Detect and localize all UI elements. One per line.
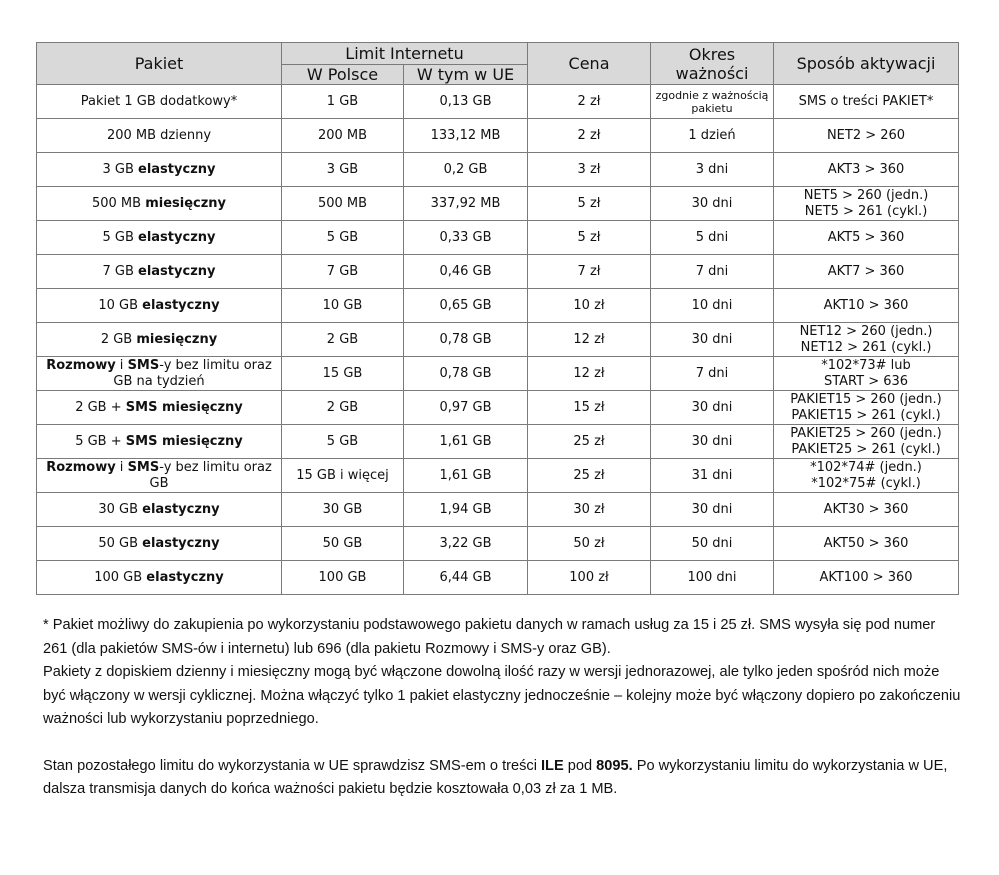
text-run: elastyczny [142, 535, 220, 551]
header-okres: Okres ważności [651, 43, 774, 85]
activation-line: NET2 > 260 [826, 127, 906, 143]
text-run: 10 GB [98, 297, 143, 313]
cell-limit-pl: 15 GB [282, 357, 404, 391]
cell-validity: 5 dni [651, 221, 774, 255]
cell-activation [774, 153, 959, 187]
cell-activation [774, 119, 959, 153]
cell-price: 50 zł [528, 527, 651, 561]
text-run: 2 GB + [75, 399, 126, 415]
activation-line: *102*74# (jedn.) [810, 459, 922, 475]
text-run: elastyczny [138, 229, 216, 245]
activation-line: AKT30 > 360 [823, 501, 909, 517]
cell-price: 7 zł [528, 255, 651, 289]
cell-price: 25 zł [528, 425, 651, 459]
text-run: SMS [127, 357, 160, 373]
cell-limit-ue: 0,65 GB [404, 289, 528, 323]
activation-line: PAKIET15 > 261 (cykl.) [791, 407, 941, 423]
cell-price: 30 zł [528, 493, 651, 527]
cell-price: 5 zł [528, 187, 651, 221]
cell-package-name [37, 153, 282, 187]
cell-price: 12 zł [528, 357, 651, 391]
cell-price: 12 zł [528, 323, 651, 357]
activation-line: NET5 > 260 (jedn.) [803, 187, 929, 203]
header-pakiet: Pakiet [37, 43, 282, 85]
cell-limit-ue: 133,12 MB [404, 119, 528, 153]
text-run: elastyczny [142, 297, 220, 313]
text-run: 7 GB [102, 263, 139, 279]
text-run: elastyczny [138, 263, 216, 279]
activation-line: AKT7 > 360 [827, 263, 905, 279]
text-run: 50 GB [98, 535, 143, 551]
cell-validity: 30 dni [651, 391, 774, 425]
activation-line: AKT10 > 360 [823, 297, 909, 313]
header-cena: Cena [528, 43, 651, 85]
cell-package-name [37, 187, 282, 221]
activation-line: AKT3 > 360 [827, 161, 905, 177]
cell-limit-pl: 50 GB [282, 527, 404, 561]
cell-limit-ue: 0,13 GB [404, 85, 528, 119]
cell-activation [774, 561, 959, 595]
activation-line: NET12 > 261 (cykl.) [800, 339, 932, 355]
cell-limit-pl: 500 MB [282, 187, 404, 221]
cell-activation [774, 493, 959, 527]
table-row [37, 391, 959, 425]
cell-package-name [37, 221, 282, 255]
table-row [37, 187, 959, 221]
footnote-asterisk: * Pakiet możliwy do zakupienia po wykorzystaniu podstawowego pakietu danych w ramach usług za 15 i 25 zł. SMS wysyła się pod numer 261 (dla pakietów SMS-ów i internetu) lub 696 (dla pakietu Rozmowy i SMS-y oraz GB). [43, 617, 936, 657]
cell-activation [774, 85, 959, 119]
cell-activation [774, 391, 959, 425]
cell-limit-ue: 0,33 GB [404, 221, 528, 255]
cell-activation [774, 221, 959, 255]
cell-price: 25 zł [528, 459, 651, 493]
text-run: elastyczny [138, 161, 216, 177]
text-run: SMS [127, 459, 160, 475]
activation-line: AKT50 > 360 [823, 535, 909, 551]
cell-validity: 10 dni [651, 289, 774, 323]
text-run: Pakiet 1 GB dodatkowy* [80, 93, 238, 109]
cell-limit-ue: 3,22 GB [404, 527, 528, 561]
cell-price: 2 zł [528, 85, 651, 119]
text-run: Rozmowy [46, 459, 116, 475]
cell-activation [774, 527, 959, 561]
header-w-polsce: W Polsce [282, 65, 404, 85]
activation-line: START > 636 [823, 373, 909, 389]
footnote-eu-limit [43, 755, 963, 802]
cell-limit-ue: 337,92 MB [404, 187, 528, 221]
cell-activation [774, 425, 959, 459]
cell-limit-ue: 0,78 GB [404, 357, 528, 391]
activation-line: NET12 > 260 (jedn.) [799, 323, 933, 339]
text-run: elastyczny [142, 501, 220, 517]
activation-line: AKT100 > 360 [819, 569, 913, 585]
activation-line: NET5 > 261 (cykl.) [804, 203, 928, 219]
header-w-ue: W tym w UE [404, 65, 528, 85]
cell-limit-pl: 100 GB [282, 561, 404, 595]
cell-limit-pl: 2 GB [282, 323, 404, 357]
cell-price: 5 zł [528, 221, 651, 255]
text-run: elastyczny [146, 569, 224, 585]
text-run: 2 GB [100, 331, 137, 347]
activation-line: PAKIET25 > 260 (jedn.) [790, 425, 942, 441]
cell-package-name [37, 391, 282, 425]
table-row [37, 119, 959, 153]
activation-line: PAKIET25 > 261 (cykl.) [791, 441, 941, 457]
cell-activation [774, 323, 959, 357]
text-run: Rozmowy [46, 357, 116, 373]
table-row [37, 289, 959, 323]
cell-package-name [37, 255, 282, 289]
cell-limit-ue: 1,61 GB [404, 459, 528, 493]
text-run: 3 GB [102, 161, 139, 177]
text-run: 5 GB + [75, 433, 126, 449]
text-run: 8095. [596, 757, 633, 774]
cell-limit-pl: 30 GB [282, 493, 404, 527]
cell-limit-ue: 0,46 GB [404, 255, 528, 289]
text-run: SMS miesięczny [125, 399, 243, 415]
cell-limit-pl: 3 GB [282, 153, 404, 187]
text-run: miesięczny [145, 195, 227, 211]
text-run: i [115, 459, 128, 475]
cell-package-name [37, 323, 282, 357]
cell-activation [774, 187, 959, 221]
cell-limit-pl: 5 GB [282, 425, 404, 459]
table-row [37, 493, 959, 527]
cell-package-name [37, 527, 282, 561]
cell-package-name [37, 85, 282, 119]
cell-limit-pl: 200 MB [282, 119, 404, 153]
cell-limit-ue: 1,61 GB [404, 425, 528, 459]
text-run: -y bez limitu oraz GB [149, 459, 272, 491]
cell-limit-pl: 7 GB [282, 255, 404, 289]
cell-validity: 31 dni [651, 459, 774, 493]
cell-activation [774, 357, 959, 391]
table-row [37, 255, 959, 289]
text-run: Po wykorzystaniu limitu do wykorzystania w UE, dalsza transmisja danych do końca ważności pakietu będzie kosztowała 0,03 zł za 1 MB. [43, 757, 948, 797]
activation-line: *102*73# lub [821, 357, 911, 373]
cell-validity: 30 dni [651, 493, 774, 527]
footnote-packages: Pakiety z dopiskiem dzienny i miesięczny mogą być włączone dowolną ilość razy w wersji jednorazowej, ale tylko jeden spośród nich może być włączony w wersji cyklicznej. Można włączyć tylko 1 pakiet elastyczny jednocześnie – kolejny może być włączony dopiero po zakończeniu ważności lub wykorzystaniu poprzedniego. [43, 664, 961, 727]
cell-package-name [37, 459, 282, 493]
table-row [37, 561, 959, 595]
table-row [37, 425, 959, 459]
cell-limit-ue: 0,97 GB [404, 391, 528, 425]
cell-limit-pl: 2 GB [282, 391, 404, 425]
text-run: 500 MB [91, 195, 146, 211]
text-run: i [115, 357, 128, 373]
cell-activation [774, 289, 959, 323]
cell-price: 2 zł [528, 119, 651, 153]
cell-package-name [37, 357, 282, 391]
cell-limit-pl: 5 GB [282, 221, 404, 255]
cell-price: 10 zł [528, 289, 651, 323]
text-run: pod [563, 757, 597, 774]
cell-activation [774, 459, 959, 493]
text-run: 30 GB [98, 501, 143, 517]
activation-line: *102*75# (cykl.) [811, 475, 921, 491]
cell-validity: 50 dni [651, 527, 774, 561]
text-run: Stan pozostałego limitu do wykorzystania w UE sprawdzisz SMS-em o treści [43, 757, 541, 774]
cell-validity: zgodnie z ważnością pakietu [651, 85, 774, 119]
cell-limit-ue: 1,94 GB [404, 493, 528, 527]
table-row [37, 221, 959, 255]
cell-validity: 30 dni [651, 187, 774, 221]
cell-validity: 30 dni [651, 323, 774, 357]
text-run: miesięczny [136, 331, 218, 347]
cell-limit-ue: 6,44 GB [404, 561, 528, 595]
cell-validity: 100 dni [651, 561, 774, 595]
cell-limit-ue: 0,2 GB [404, 153, 528, 187]
packages-table [36, 42, 959, 595]
cell-limit-pl: 10 GB [282, 289, 404, 323]
cell-package-name [37, 119, 282, 153]
cell-validity: 3 dni [651, 153, 774, 187]
header-sposob: Sposób aktywacji [774, 43, 959, 85]
header-limit-internetu: Limit Internetu [282, 43, 528, 65]
text-run: SMS miesięczny [125, 433, 243, 449]
cell-price: 15 zł [528, 391, 651, 425]
cell-validity: 30 dni [651, 425, 774, 459]
cell-activation [774, 255, 959, 289]
table-row [37, 85, 959, 119]
cell-price: 3 zł [528, 153, 651, 187]
activation-line: SMS o treści PAKIET* [798, 93, 934, 109]
footnotes [43, 614, 963, 802]
cell-package-name [37, 561, 282, 595]
text-run: 100 GB [94, 569, 147, 585]
activation-line: AKT5 > 360 [827, 229, 905, 245]
text-run: -y bez limitu oraz GB na tydzień [113, 357, 272, 389]
cell-package-name [37, 425, 282, 459]
table-row [37, 527, 959, 561]
table-row [37, 153, 959, 187]
activation-line: PAKIET15 > 260 (jedn.) [790, 391, 942, 407]
cell-validity: 7 dni [651, 357, 774, 391]
table-row [37, 323, 959, 357]
text-run: ILE [541, 757, 564, 774]
cell-validity: 7 dni [651, 255, 774, 289]
table-row [37, 357, 959, 391]
cell-limit-pl: 1 GB [282, 85, 404, 119]
text-run: 5 GB [102, 229, 139, 245]
cell-limit-ue: 0,78 GB [404, 323, 528, 357]
cell-validity: 1 dzień [651, 119, 774, 153]
cell-price: 100 zł [528, 561, 651, 595]
table-row [37, 459, 959, 493]
cell-package-name [37, 493, 282, 527]
cell-package-name [37, 289, 282, 323]
cell-limit-pl: 15 GB i więcej [282, 459, 404, 493]
text-run: 200 MB dzienny [106, 127, 212, 143]
